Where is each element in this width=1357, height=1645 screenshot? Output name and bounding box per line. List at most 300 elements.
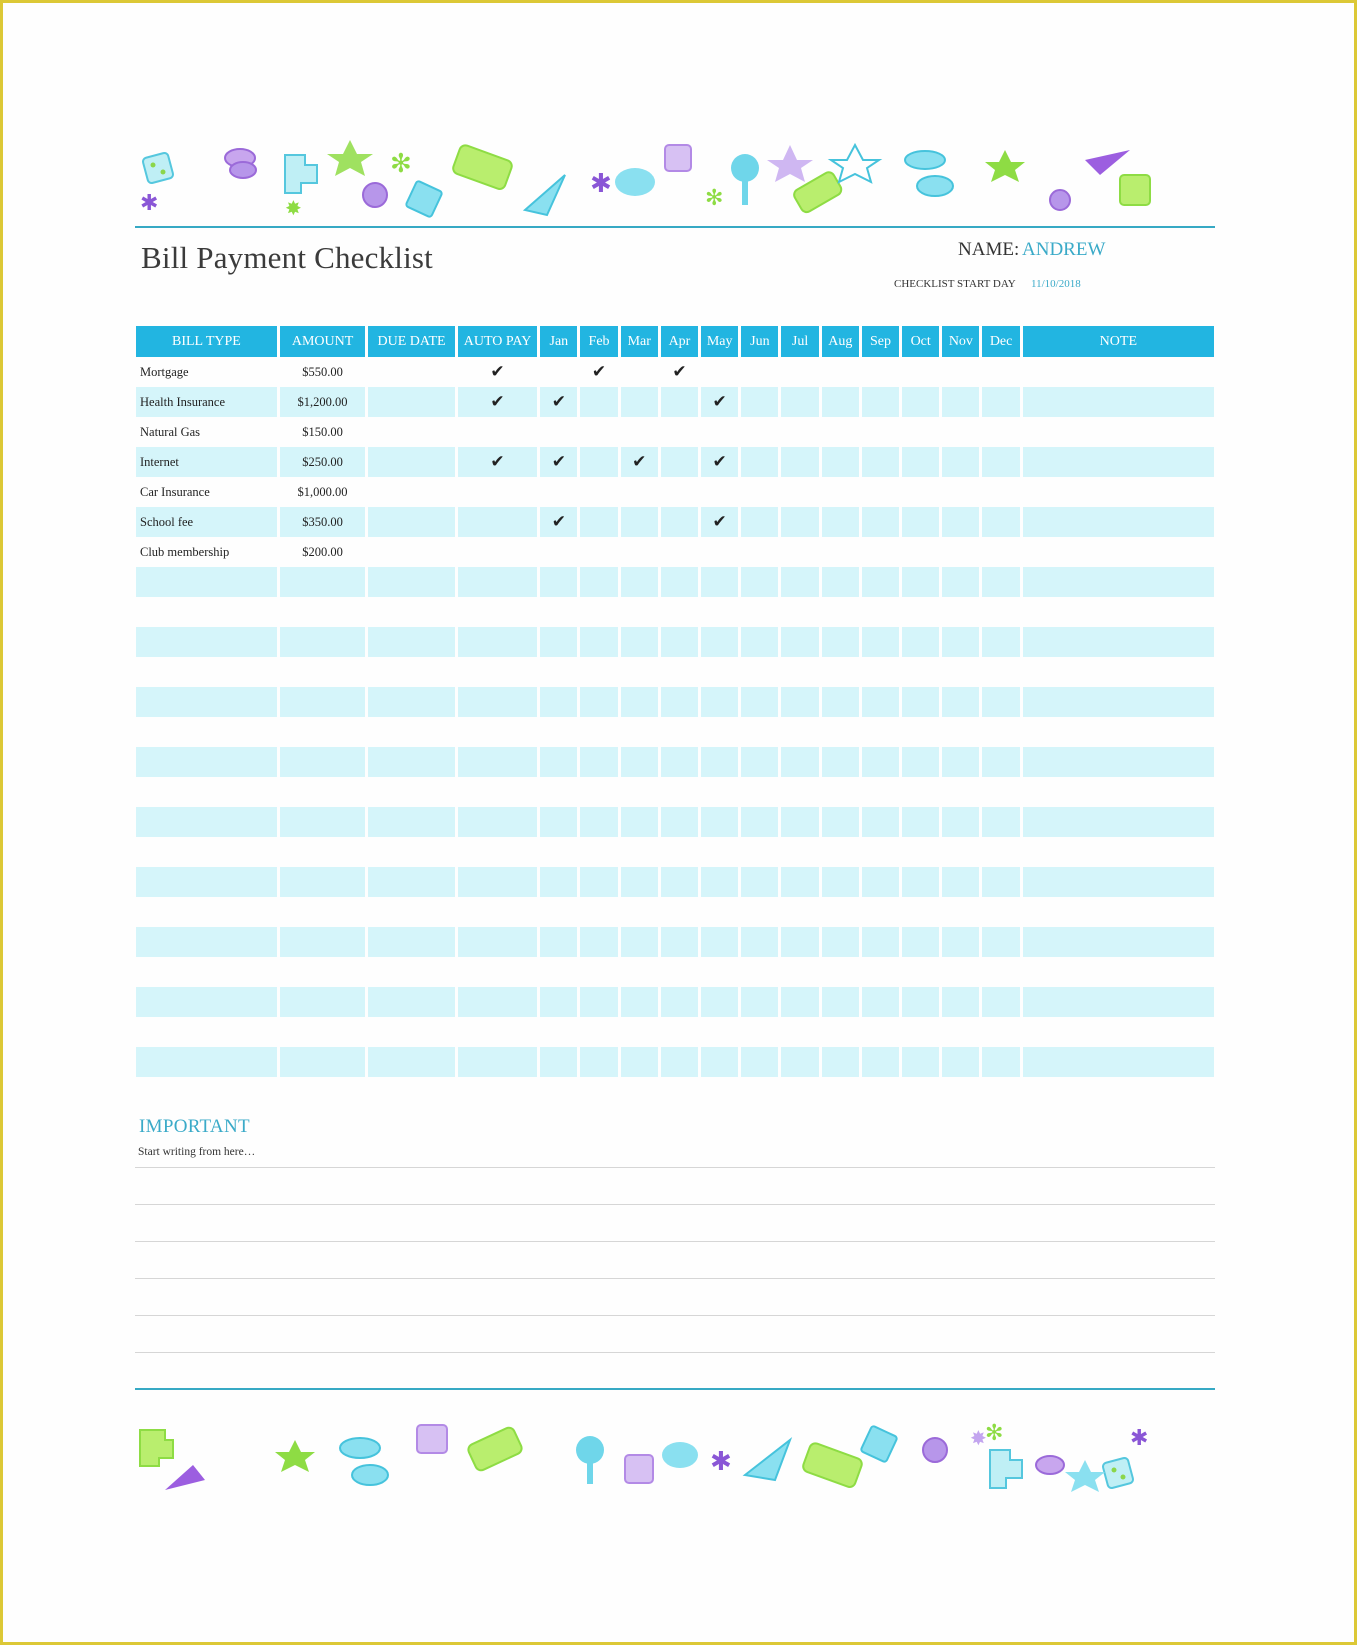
check-cell-apr[interactable] — [661, 717, 698, 747]
check-cell-auto-pay[interactable] — [458, 777, 537, 807]
check-cell-mar[interactable] — [621, 987, 658, 1017]
check-cell-sep[interactable] — [862, 657, 899, 687]
check-cell-auto-pay[interactable] — [458, 717, 537, 747]
table-row[interactable] — [136, 1077, 1214, 1107]
check-cell-dec[interactable] — [982, 717, 1019, 747]
check-cell-oct[interactable] — [902, 897, 939, 927]
amount-cell[interactable] — [280, 567, 365, 597]
check-cell-feb[interactable] — [580, 627, 617, 657]
check-cell-feb[interactable] — [580, 837, 617, 867]
check-cell-feb[interactable] — [580, 567, 617, 597]
check-cell-jul[interactable] — [781, 747, 818, 777]
check-cell-sep[interactable] — [862, 957, 899, 987]
check-cell-nov[interactable] — [942, 537, 979, 567]
check-cell-oct[interactable] — [902, 477, 939, 507]
note-cell[interactable] — [1023, 477, 1214, 507]
check-cell-auto-pay[interactable] — [458, 477, 537, 507]
check-cell-may[interactable] — [701, 1047, 738, 1077]
due-date-cell[interactable] — [368, 597, 455, 627]
note-cell[interactable] — [1023, 357, 1214, 387]
check-cell-jun[interactable] — [741, 897, 778, 927]
table-row[interactable] — [136, 717, 1214, 747]
check-cell-jun[interactable] — [741, 687, 778, 717]
check-cell-jul[interactable] — [781, 717, 818, 747]
note-cell[interactable] — [1023, 387, 1214, 417]
check-cell-dec[interactable] — [982, 567, 1019, 597]
table-row[interactable] — [136, 567, 1214, 597]
check-cell-dec[interactable] — [982, 1077, 1019, 1107]
check-cell-aug[interactable] — [822, 357, 859, 387]
check-cell-apr[interactable] — [661, 417, 698, 447]
check-cell-jun[interactable] — [741, 507, 778, 537]
check-cell-jan[interactable] — [540, 627, 577, 657]
check-cell-aug[interactable] — [822, 777, 859, 807]
due-date-cell[interactable] — [368, 927, 455, 957]
note-line[interactable] — [135, 1352, 1215, 1353]
note-cell[interactable] — [1023, 627, 1214, 657]
due-date-cell[interactable] — [368, 357, 455, 387]
check-cell-dec[interactable] — [982, 807, 1019, 837]
table-row[interactable] — [136, 507, 1214, 537]
check-mark-icon[interactable]: ✔ — [540, 447, 577, 477]
check-cell-jun[interactable] — [741, 357, 778, 387]
check-cell-aug[interactable] — [822, 387, 859, 417]
note-line[interactable] — [135, 1167, 1215, 1168]
bill-type-cell[interactable]: School fee — [136, 507, 277, 537]
check-cell-sep[interactable] — [862, 387, 899, 417]
check-cell-nov[interactable] — [942, 777, 979, 807]
check-cell-may[interactable] — [701, 927, 738, 957]
check-cell-sep[interactable] — [862, 987, 899, 1017]
check-cell-jun[interactable] — [741, 777, 778, 807]
note-cell[interactable] — [1023, 537, 1214, 567]
check-cell-aug[interactable] — [822, 627, 859, 657]
check-cell-jul[interactable] — [781, 867, 818, 897]
check-cell-oct[interactable] — [902, 927, 939, 957]
check-cell-jan[interactable] — [540, 837, 577, 867]
check-cell-aug[interactable] — [822, 957, 859, 987]
note-cell[interactable] — [1023, 1077, 1214, 1107]
amount-cell[interactable] — [280, 987, 365, 1017]
check-cell-feb[interactable] — [580, 867, 617, 897]
check-cell-mar[interactable] — [621, 1077, 658, 1107]
due-date-cell[interactable] — [368, 867, 455, 897]
check-cell-nov[interactable] — [942, 1077, 979, 1107]
check-cell-aug[interactable] — [822, 897, 859, 927]
bill-type-cell[interactable]: Internet — [136, 447, 277, 477]
check-cell-may[interactable] — [701, 567, 738, 597]
check-cell-mar[interactable] — [621, 537, 658, 567]
check-cell-feb[interactable] — [580, 477, 617, 507]
check-mark-icon[interactable]: ✔ — [458, 387, 537, 417]
check-mark-icon[interactable]: ✔ — [672, 362, 687, 382]
check-cell-jan[interactable] — [540, 417, 577, 447]
check-cell-nov[interactable] — [942, 477, 979, 507]
note-cell[interactable] — [1023, 747, 1214, 777]
check-cell-sep[interactable] — [862, 837, 899, 867]
check-cell-sep[interactable] — [862, 807, 899, 837]
check-mark-icon[interactable]: ✔ — [540, 507, 577, 537]
check-cell-dec[interactable] — [982, 507, 1019, 537]
check-cell-apr[interactable] — [661, 897, 698, 927]
check-cell-apr[interactable] — [661, 747, 698, 777]
table-row[interactable] — [136, 897, 1214, 927]
note-line[interactable] — [135, 1241, 1215, 1242]
check-cell-sep[interactable] — [862, 897, 899, 927]
check-cell-jul[interactable] — [781, 927, 818, 957]
due-date-cell[interactable] — [368, 987, 455, 1017]
note-cell[interactable] — [1023, 807, 1214, 837]
check-cell-dec[interactable] — [982, 1047, 1019, 1077]
bill-type-cell[interactable] — [136, 987, 277, 1017]
check-cell-sep[interactable] — [862, 357, 899, 387]
check-cell-oct[interactable] — [902, 447, 939, 477]
due-date-cell[interactable] — [368, 567, 455, 597]
check-cell-jul[interactable] — [781, 387, 818, 417]
table-row[interactable] — [136, 387, 1214, 417]
check-cell-may[interactable] — [701, 747, 738, 777]
due-date-cell[interactable] — [368, 627, 455, 657]
bill-type-cell[interactable] — [136, 1077, 277, 1107]
check-mark-icon[interactable]: ✔ — [701, 387, 738, 417]
note-cell[interactable] — [1023, 777, 1214, 807]
check-cell-apr[interactable] — [661, 987, 698, 1017]
amount-cell[interactable] — [280, 717, 365, 747]
check-cell-nov[interactable] — [942, 927, 979, 957]
note-cell[interactable] — [1023, 507, 1214, 537]
note-line[interactable] — [135, 1204, 1215, 1205]
bill-type-cell[interactable]: Club membership — [140, 544, 230, 559]
note-cell[interactable] — [1023, 837, 1214, 867]
check-cell-nov[interactable] — [942, 447, 979, 477]
table-row[interactable] — [136, 657, 1214, 687]
note-cell[interactable] — [1023, 597, 1214, 627]
check-cell-dec[interactable] — [982, 387, 1019, 417]
check-cell-jun[interactable] — [741, 867, 778, 897]
check-cell-mar[interactable] — [621, 867, 658, 897]
check-cell-nov[interactable] — [942, 1047, 979, 1077]
bill-type-cell[interactable] — [136, 747, 277, 777]
check-cell-may[interactable] — [701, 477, 738, 507]
check-cell-aug[interactable] — [822, 537, 859, 567]
check-cell-dec[interactable] — [982, 927, 1019, 957]
check-cell-feb[interactable] — [580, 597, 617, 627]
check-cell-aug[interactable] — [822, 687, 859, 717]
check-cell-sep[interactable] — [862, 447, 899, 477]
check-cell-jul[interactable] — [781, 357, 818, 387]
due-date-cell[interactable] — [368, 657, 455, 687]
check-cell-dec[interactable] — [982, 417, 1019, 447]
check-cell-sep[interactable] — [862, 537, 899, 567]
bill-type-cell[interactable] — [136, 957, 277, 987]
due-date-cell[interactable] — [368, 897, 455, 927]
note-line[interactable] — [135, 1315, 1215, 1316]
check-cell-dec[interactable] — [982, 777, 1019, 807]
bill-type-cell[interactable] — [136, 687, 277, 717]
check-cell-jul[interactable] — [781, 1017, 818, 1047]
notes-hint[interactable]: Start writing from here… — [138, 1146, 256, 1158]
check-cell-jul[interactable] — [781, 1047, 818, 1077]
check-cell-dec[interactable] — [982, 897, 1019, 927]
check-cell-jun[interactable] — [741, 927, 778, 957]
amount-cell[interactable] — [280, 597, 365, 627]
check-cell-mar[interactable] — [621, 477, 658, 507]
note-cell[interactable] — [1023, 687, 1214, 717]
check-cell-apr[interactable] — [661, 567, 698, 597]
check-cell-apr[interactable] — [661, 1047, 698, 1077]
check-cell-jun[interactable] — [741, 657, 778, 687]
check-cell-jul[interactable] — [781, 657, 818, 687]
check-cell-oct[interactable] — [902, 747, 939, 777]
check-cell-mar[interactable] — [621, 747, 658, 777]
check-cell-jun[interactable] — [741, 567, 778, 597]
check-cell-nov[interactable] — [942, 627, 979, 657]
check-cell-may[interactable] — [701, 837, 738, 867]
check-cell-sep[interactable] — [862, 687, 899, 717]
check-cell-sep[interactable] — [862, 777, 899, 807]
check-cell-oct[interactable] — [902, 1077, 939, 1107]
check-cell-jul[interactable] — [781, 837, 818, 867]
check-cell-jan[interactable] — [540, 537, 577, 567]
amount-cell[interactable]: $250.00 — [280, 447, 365, 477]
check-cell-jun[interactable] — [741, 537, 778, 567]
check-cell-mar[interactable] — [621, 777, 658, 807]
check-cell-mar[interactable] — [621, 717, 658, 747]
due-date-cell[interactable] — [368, 447, 455, 477]
check-cell-feb[interactable] — [580, 987, 617, 1017]
check-cell-jul[interactable] — [781, 537, 818, 567]
check-cell-oct[interactable] — [902, 1047, 939, 1077]
table-row[interactable] — [136, 867, 1214, 897]
check-cell-oct[interactable] — [902, 837, 939, 867]
check-cell-aug[interactable] — [822, 597, 859, 627]
check-cell-jun[interactable] — [741, 747, 778, 777]
due-date-cell[interactable] — [368, 687, 455, 717]
note-cell[interactable] — [1023, 867, 1214, 897]
check-cell-jul[interactable] — [781, 627, 818, 657]
check-cell-auto-pay[interactable] — [458, 687, 537, 717]
check-cell-oct[interactable] — [902, 957, 939, 987]
check-cell-jun[interactable] — [741, 717, 778, 747]
check-cell-may[interactable] — [701, 357, 738, 387]
note-cell[interactable] — [1023, 417, 1214, 447]
check-cell-jan[interactable] — [540, 357, 577, 387]
check-cell-feb[interactable] — [580, 507, 617, 537]
amount-cell[interactable] — [280, 1077, 365, 1107]
check-cell-mar[interactable] — [621, 1047, 658, 1077]
check-cell-jan[interactable] — [540, 807, 577, 837]
check-mark-icon[interactable]: ✔ — [458, 447, 537, 477]
check-cell-dec[interactable] — [982, 747, 1019, 777]
check-cell-jun[interactable] — [741, 387, 778, 417]
check-cell-oct[interactable] — [902, 867, 939, 897]
check-cell-feb[interactable] — [580, 777, 617, 807]
check-cell-feb[interactable] — [580, 687, 617, 717]
check-cell-mar[interactable] — [621, 597, 658, 627]
check-cell-auto-pay[interactable] — [458, 597, 537, 627]
check-cell-jul[interactable] — [781, 957, 818, 987]
amount-cell[interactable] — [280, 897, 365, 927]
check-cell-feb[interactable] — [580, 807, 617, 837]
check-cell-apr[interactable] — [661, 807, 698, 837]
table-row[interactable] — [136, 687, 1214, 717]
amount-cell[interactable]: $150.00 — [302, 424, 343, 439]
bill-type-cell[interactable] — [136, 867, 277, 897]
check-cell-oct[interactable] — [902, 627, 939, 657]
check-cell-mar[interactable] — [621, 897, 658, 927]
check-cell-jan[interactable] — [540, 597, 577, 627]
note-cell[interactable] — [1023, 1017, 1214, 1047]
check-cell-oct[interactable] — [902, 567, 939, 597]
check-cell-may[interactable] — [701, 627, 738, 657]
check-cell-apr[interactable] — [661, 627, 698, 657]
check-cell-oct[interactable] — [902, 687, 939, 717]
check-cell-auto-pay[interactable] — [458, 747, 537, 777]
check-cell-auto-pay[interactable] — [458, 987, 537, 1017]
check-cell-nov[interactable] — [942, 867, 979, 897]
check-mark-icon[interactable]: ✔ — [540, 387, 577, 417]
check-cell-aug[interactable] — [822, 717, 859, 747]
check-cell-mar[interactable] — [621, 837, 658, 867]
due-date-cell[interactable] — [368, 777, 455, 807]
check-cell-sep[interactable] — [862, 597, 899, 627]
table-row[interactable] — [136, 807, 1214, 837]
check-cell-nov[interactable] — [942, 717, 979, 747]
check-cell-oct[interactable] — [902, 1017, 939, 1047]
check-cell-auto-pay[interactable] — [458, 927, 537, 957]
bill-type-cell[interactable] — [136, 777, 277, 807]
check-cell-jun[interactable] — [741, 837, 778, 867]
due-date-cell[interactable] — [368, 837, 455, 867]
check-cell-may[interactable] — [701, 1017, 738, 1047]
check-cell-oct[interactable] — [902, 417, 939, 447]
check-cell-nov[interactable] — [942, 747, 979, 777]
note-cell[interactable] — [1023, 927, 1214, 957]
check-cell-apr[interactable] — [661, 957, 698, 987]
check-cell-nov[interactable] — [942, 417, 979, 447]
check-mark-icon[interactable]: ✔ — [490, 362, 505, 382]
check-cell-oct[interactable] — [902, 987, 939, 1017]
amount-cell[interactable] — [280, 747, 365, 777]
due-date-cell[interactable] — [368, 507, 455, 537]
amount-cell[interactable] — [280, 627, 365, 657]
check-cell-jun[interactable] — [741, 1017, 778, 1047]
check-cell-dec[interactable] — [982, 537, 1019, 567]
check-cell-jul[interactable] — [781, 897, 818, 927]
due-date-cell[interactable] — [368, 747, 455, 777]
check-cell-aug[interactable] — [822, 927, 859, 957]
check-cell-apr[interactable] — [661, 387, 698, 417]
bill-type-cell[interactable] — [136, 927, 277, 957]
note-cell[interactable] — [1023, 1047, 1214, 1077]
check-cell-jan[interactable] — [540, 747, 577, 777]
check-cell-feb[interactable] — [580, 387, 617, 417]
check-cell-feb[interactable] — [580, 1017, 617, 1047]
check-cell-apr[interactable] — [661, 687, 698, 717]
check-cell-sep[interactable] — [862, 1077, 899, 1107]
bill-type-cell[interactable] — [136, 627, 277, 657]
check-cell-nov[interactable] — [942, 357, 979, 387]
check-mark-icon[interactable]: ✔ — [591, 362, 607, 382]
check-cell-nov[interactable] — [942, 897, 979, 927]
note-cell[interactable] — [1023, 897, 1214, 927]
check-cell-jul[interactable] — [781, 687, 818, 717]
check-cell-oct[interactable] — [902, 807, 939, 837]
check-cell-apr[interactable] — [661, 447, 698, 477]
check-cell-jan[interactable] — [540, 867, 577, 897]
check-cell-jan[interactable] — [540, 897, 577, 927]
bill-type-cell[interactable] — [136, 717, 277, 747]
check-cell-jun[interactable] — [741, 987, 778, 1017]
table-row[interactable] — [136, 987, 1214, 1017]
check-cell-auto-pay[interactable] — [458, 1077, 537, 1107]
table-row[interactable] — [136, 777, 1214, 807]
check-cell-apr[interactable] — [661, 537, 698, 567]
check-cell-aug[interactable] — [822, 567, 859, 597]
check-cell-may[interactable] — [701, 777, 738, 807]
due-date-cell[interactable] — [368, 1017, 455, 1047]
due-date-cell[interactable] — [368, 807, 455, 837]
bill-type-cell[interactable] — [136, 807, 277, 837]
check-cell-auto-pay[interactable] — [458, 567, 537, 597]
check-cell-feb[interactable] — [580, 1077, 617, 1107]
check-cell-oct[interactable] — [902, 357, 939, 387]
check-cell-may[interactable] — [701, 807, 738, 837]
check-cell-may[interactable] — [701, 957, 738, 987]
note-cell[interactable] — [1023, 957, 1214, 987]
check-cell-mar[interactable] — [621, 387, 658, 417]
check-cell-sep[interactable] — [862, 627, 899, 657]
check-cell-jun[interactable] — [741, 447, 778, 477]
check-cell-mar[interactable] — [621, 657, 658, 687]
check-cell-apr[interactable] — [661, 1017, 698, 1047]
check-cell-may[interactable] — [701, 417, 738, 447]
check-cell-apr[interactable] — [661, 507, 698, 537]
check-mark-icon[interactable]: ✔ — [701, 447, 738, 477]
check-cell-apr[interactable] — [661, 597, 698, 627]
check-cell-oct[interactable] — [902, 717, 939, 747]
check-mark-icon[interactable]: ✔ — [621, 447, 658, 477]
check-cell-nov[interactable] — [942, 657, 979, 687]
check-cell-jan[interactable] — [540, 567, 577, 597]
note-cell[interactable] — [1023, 447, 1214, 477]
check-cell-dec[interactable] — [982, 357, 1019, 387]
due-date-cell[interactable] — [368, 477, 455, 507]
check-cell-dec[interactable] — [982, 957, 1019, 987]
bill-type-cell[interactable] — [136, 1017, 277, 1047]
check-cell-nov[interactable] — [942, 597, 979, 627]
check-cell-may[interactable] — [701, 657, 738, 687]
check-cell-sep[interactable] — [862, 477, 899, 507]
check-cell-aug[interactable] — [822, 477, 859, 507]
bill-type-cell[interactable] — [136, 597, 277, 627]
check-cell-mar[interactable] — [621, 1017, 658, 1047]
check-cell-jan[interactable] — [540, 717, 577, 747]
check-cell-sep[interactable] — [862, 567, 899, 597]
check-cell-feb[interactable] — [580, 957, 617, 987]
due-date-cell[interactable] — [368, 537, 455, 567]
amount-cell[interactable] — [280, 657, 365, 687]
check-cell-mar[interactable] — [621, 627, 658, 657]
table-row[interactable] — [136, 627, 1214, 657]
note-line[interactable] — [135, 1278, 1215, 1279]
amount-cell[interactable]: $1,000.00 — [297, 484, 348, 499]
table-row[interactable] — [136, 357, 1214, 387]
check-cell-nov[interactable] — [942, 687, 979, 717]
check-cell-may[interactable] — [701, 717, 738, 747]
check-cell-sep[interactable] — [862, 1017, 899, 1047]
check-cell-mar[interactable] — [621, 807, 658, 837]
